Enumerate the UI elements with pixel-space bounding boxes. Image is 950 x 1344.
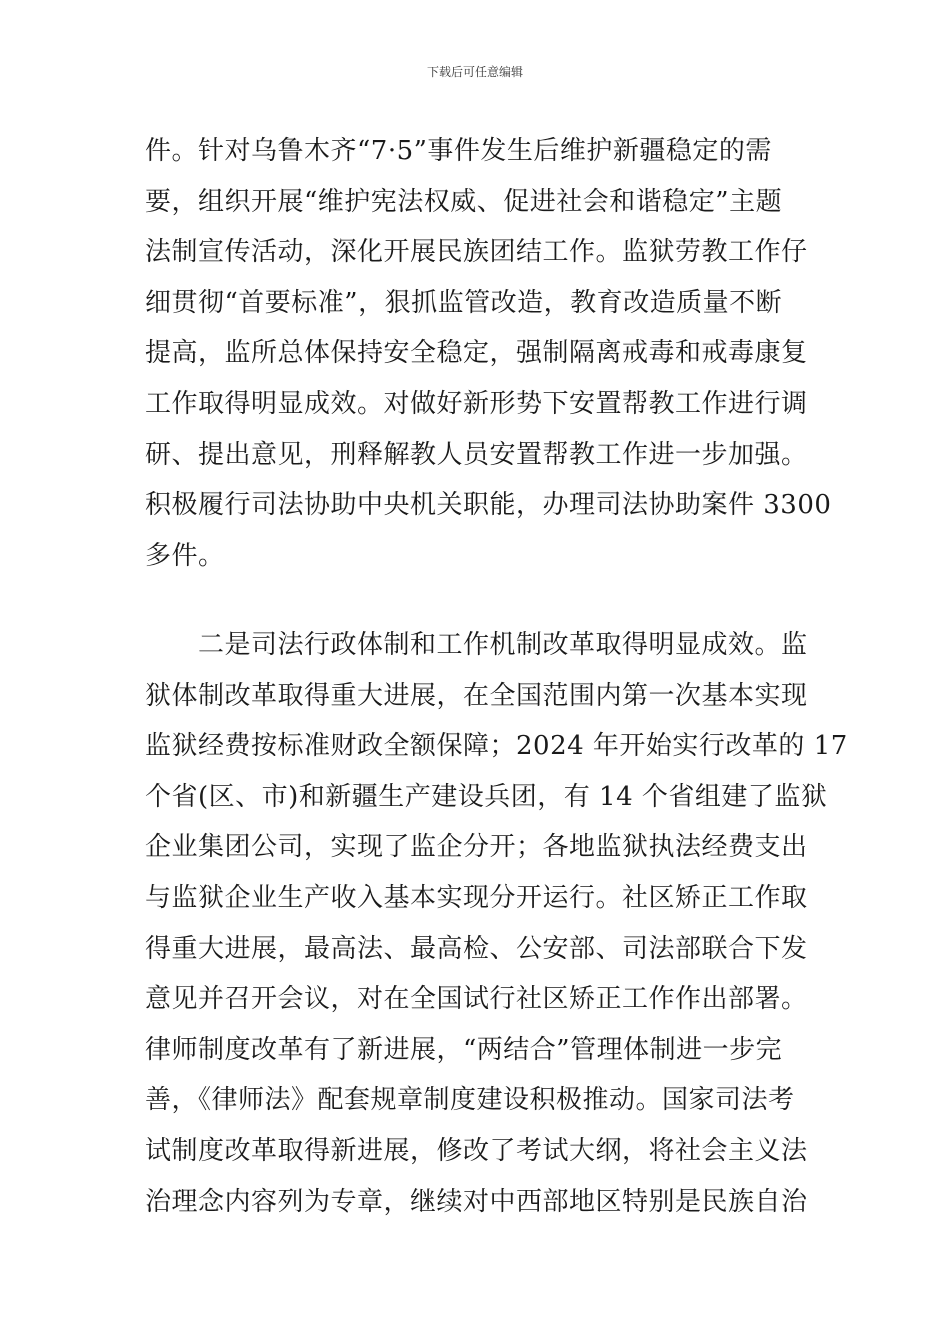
text-line: 提高，监所总体保持安全稳定，强制隔离戒毒和戒毒康复 <box>145 338 808 369</box>
text-line: 监狱经费按标准财政全额保障；2024 年开始实行改革的 17 <box>145 731 848 762</box>
text-line: 得重大进展，最高法、最高检、公安部、司法部联合下发 <box>145 933 808 964</box>
paragraph-reform-results <box>145 620 848 1227</box>
text-line: 律师制度改革有了新进展，“两结合”管理体制进一步完 <box>145 1034 783 1065</box>
text-line: 要，组织开展“维护宪法权威、促进社会和谐稳定”主题 <box>145 186 783 217</box>
page-header: 下载后可任意编辑 <box>426 65 523 79</box>
text-line: 与监狱企业生产收入基本实现分开运行。社区矫正工作取 <box>145 882 808 913</box>
text-line: 研、提出意见，刑释解教人员安置帮教工作进一步加强。 <box>145 439 808 470</box>
text-line: 二是司法行政体制和工作机制改革取得明显成效。监 <box>145 630 808 660</box>
text-line: 治理念内容列为专章，继续对中西部地区特别是民族自治 <box>145 1186 808 1217</box>
text-line: 积极履行司法协助中央机关职能，办理司法协助案件 3300 <box>145 490 832 521</box>
text-line: 工作取得明显成效。对做好新形势下安置帮教工作进行调 <box>145 388 808 419</box>
text-line: 细贯彻“首要标准”，狠抓监管改造，教育改造质量不断 <box>145 287 783 318</box>
text-line: 意见并召开会议，对在全国试行社区矫正工作作出部署。 <box>145 984 808 1015</box>
text-line: 法制宣传活动，深化开展民族团结工作。监狱劳教工作仔 <box>145 237 808 268</box>
paragraph-continuation <box>145 126 832 581</box>
text-line: 善，《律师法》配套规章制度建设积极推动。国家司法考 <box>145 1085 795 1116</box>
text-line: 狱体制改革取得重大进展，在全国范围内第一次基本实现 <box>145 680 808 711</box>
text-line: 件。针对乌鲁木齐“7·5”事件发生后维护新疆稳定的需 <box>145 136 772 166</box>
text-line: 企业集团公司，实现了监企分开；各地监狱执法经费支出 <box>145 832 808 863</box>
text-line: 个省(区、市)和新疆生产建设兵团，有 14 个省组建了监狱 <box>145 781 828 812</box>
text-line: 试制度改革取得新进展，修改了考试大纲，将社会主义法 <box>145 1135 808 1166</box>
text-line: 多件。 <box>145 540 225 571</box>
